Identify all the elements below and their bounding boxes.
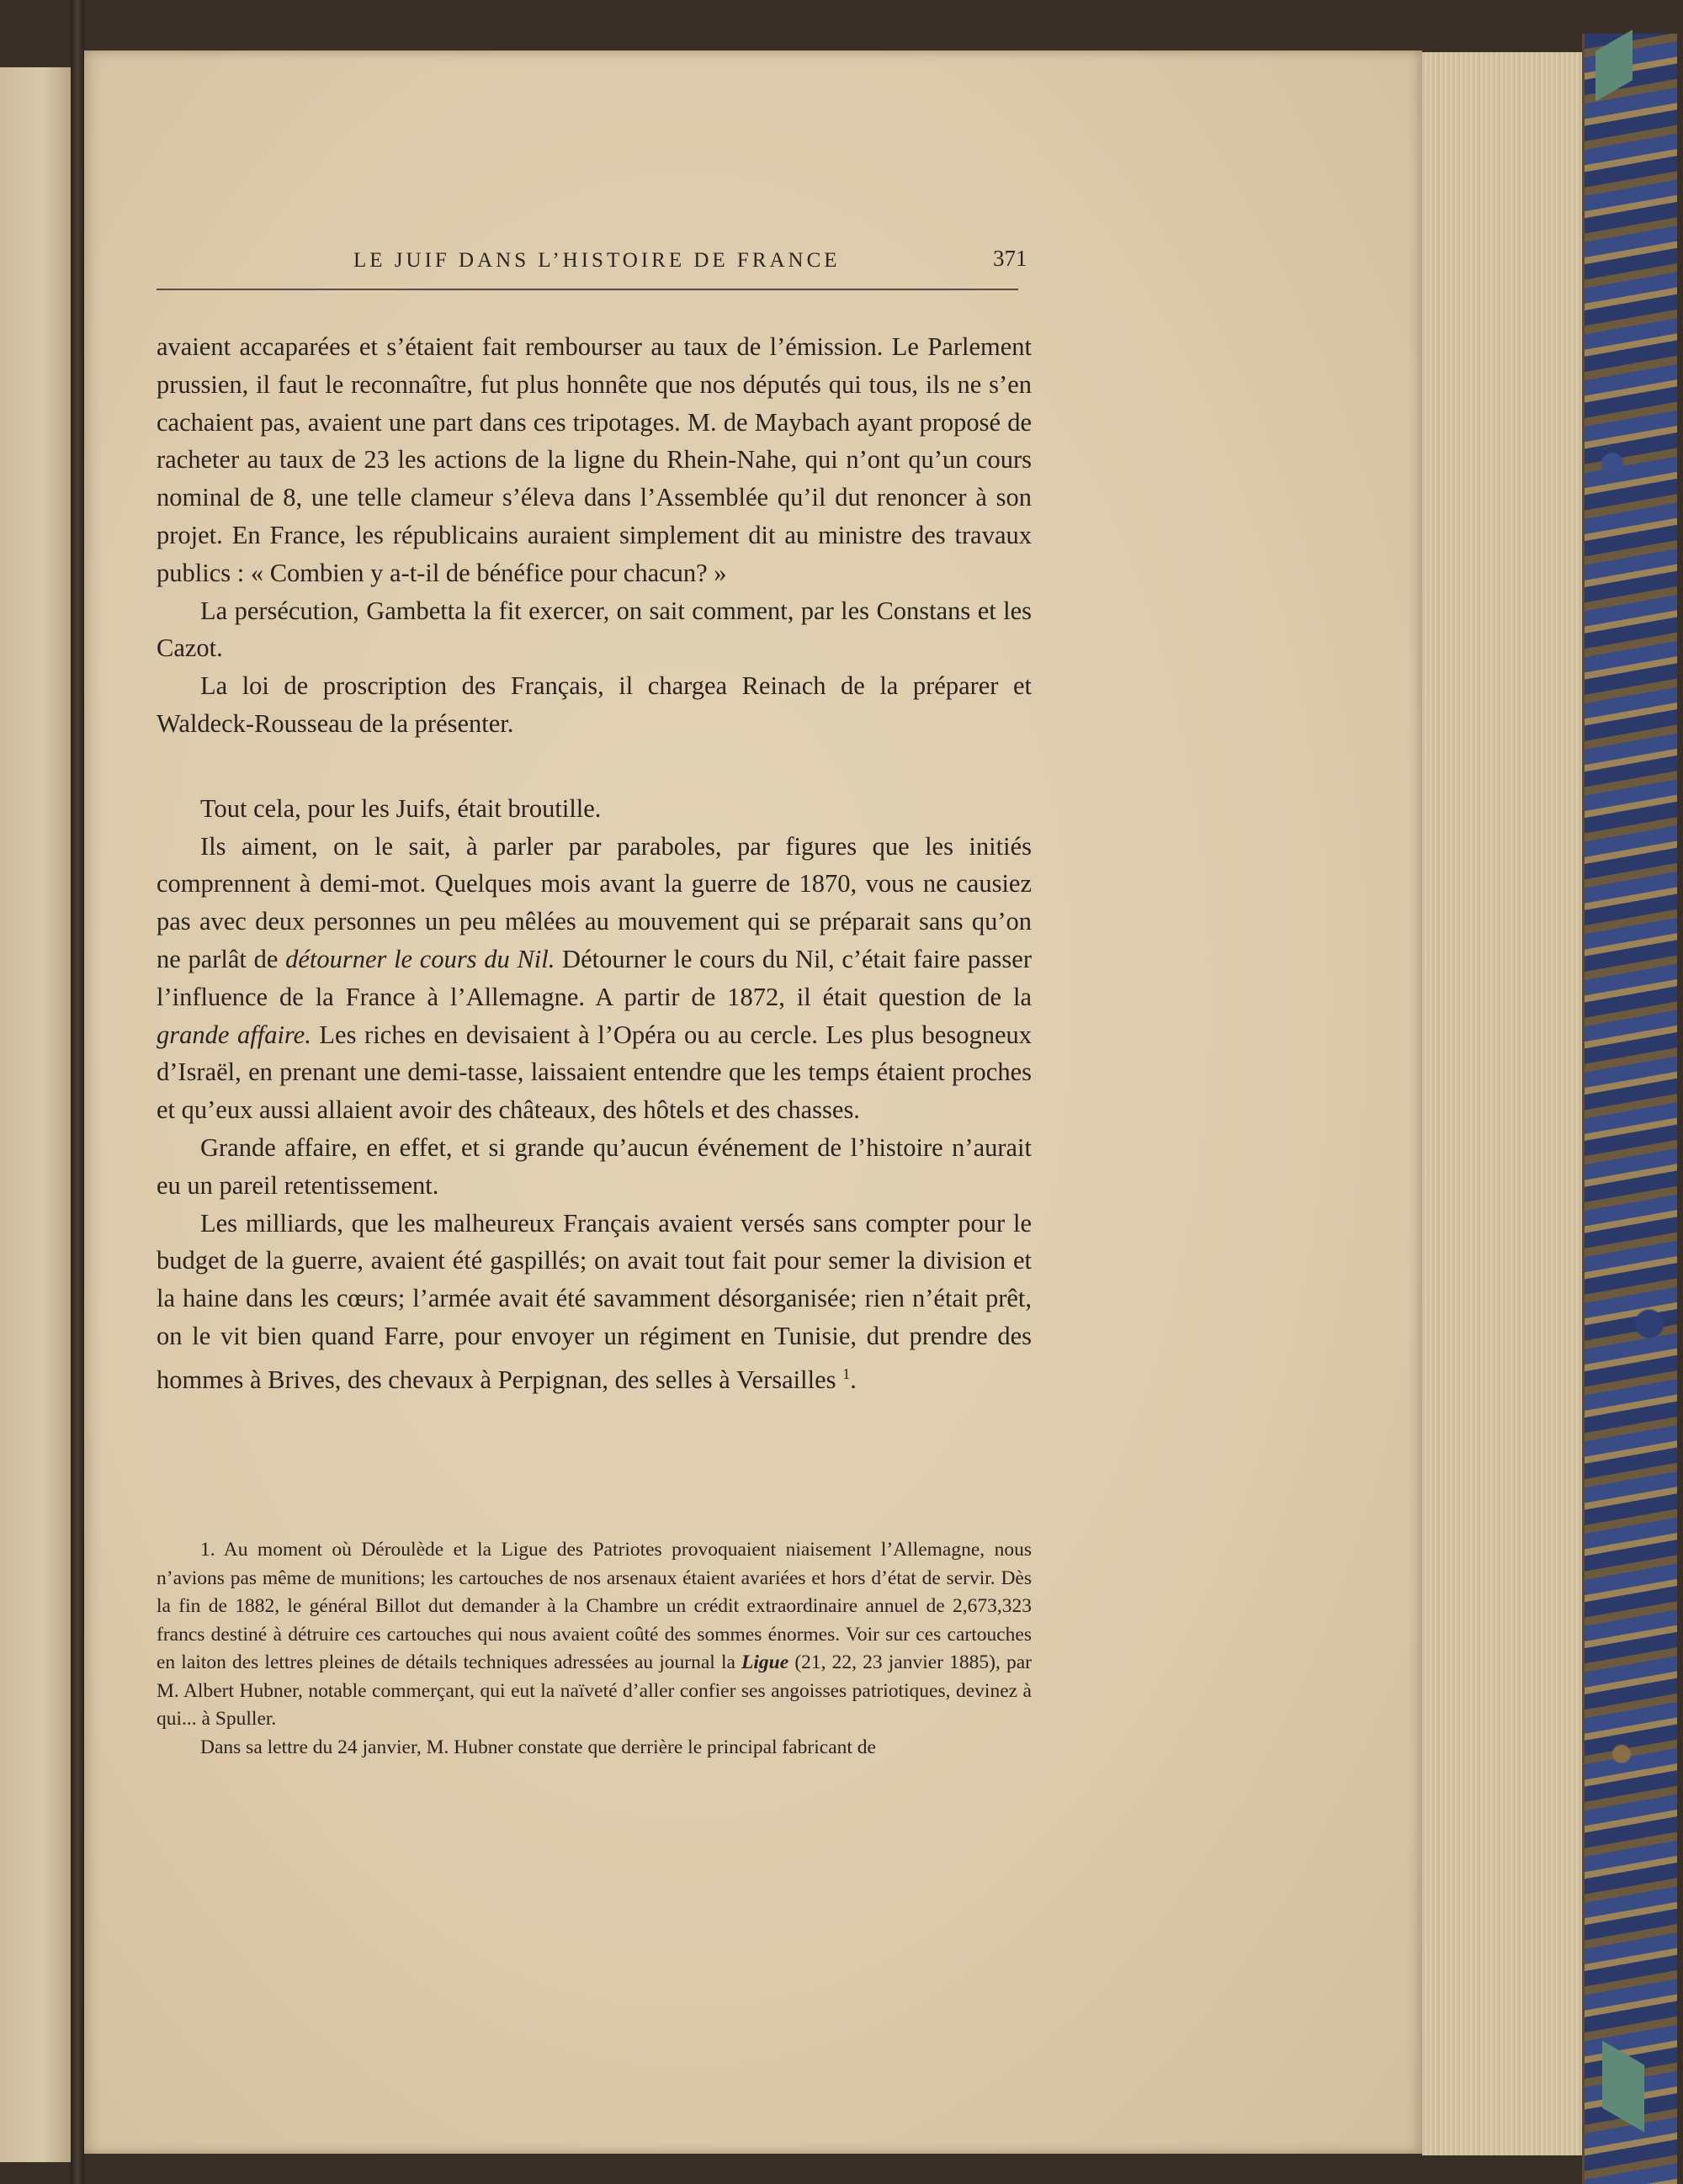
running-title: LE JUIF DANS L’HISTOIRE DE FRANCE bbox=[353, 249, 841, 272]
marbled-cover bbox=[1582, 34, 1677, 2184]
section-gap bbox=[157, 743, 1032, 790]
paragraph-7-end: . bbox=[850, 1365, 857, 1394]
facing-page-edge bbox=[0, 67, 73, 2162]
paragraph-5-part-c: Détourner le cours du Nil, c’était faire passer l’influence de la France à l’Allemagne. A partir de 1872, il était question de la bbox=[157, 944, 1032, 1011]
footnote-continuation: Dans sa lettre du 24 janvier, M. Hubner constate que derrière le principal fabricant de bbox=[200, 1736, 876, 1758]
book-gutter bbox=[71, 0, 84, 2184]
footnote-1 bbox=[157, 1536, 1032, 1734]
footnote-1-italic-ligue: Ligue bbox=[741, 1651, 789, 1673]
paragraph-5-part-e: Les riches en devisaient à l’Opéra ou au cercle. Les plus besogneux d’Israël, en prenant une demi-tasse, laissaient entendre que les temps étaient proches et qu’eux aussi allaient avoir des châteaux, des hôtels et des chasses. bbox=[157, 1020, 1032, 1125]
footnote-marker: 1 bbox=[842, 1365, 851, 1382]
paragraph-7 bbox=[157, 1205, 1032, 1399]
paragraph-1: avaient accaparées et s’étaient fait rembourser au taux de l’émission. Le Parlement prussien, il faut le reconnaître, fut plus honnête que nos députés qui tous, ils ne s’en cachaient pas, avaient une part dans ces tripotages. M. de Maybach ayant proposé de racheter au taux de 23 les actions de la ligne du Rhein-Nahe, qui n’ont qu’un cours nominal de 8, une telle clameur s’éleva dans l’Assemblée qu’il dut renoncer à son projet. En France, les républicains auraient simplement dit au ministre des travaux publics : « Combien y a-t-il de bénéfice pour chacun? » bbox=[157, 332, 1032, 587]
paragraph-5-part-a: Ils aiment, on le sait, à parler par paraboles, par figures que les initiés comprennent à demi-mot. Quelques mois avant la guerre de 1870, vous ne causiez pas avec deux personnes un peu mêlées au mouvement qui se préparait sans qu’on ne parlât de bbox=[157, 831, 1032, 973]
paragraph-5-italic-affaire: grande affaire. bbox=[157, 1020, 311, 1049]
paragraph-3: La loi de proscription des Français, il chargea Reinach de la préparer et Waldeck-Rousseau de la présenter. bbox=[157, 671, 1032, 738]
paragraph-5-italic-nil: détourner le cours du Nil. bbox=[285, 944, 555, 973]
paragraph-6: Grande affaire, en effet, et si grande qu’aucun événement de l’histoire n’aurait eu un pareil retentissement. bbox=[157, 1132, 1032, 1200]
main-text bbox=[157, 328, 1032, 1399]
footnotes bbox=[157, 1536, 1032, 1762]
page-block-edges bbox=[1422, 52, 1584, 2155]
footnote-1-part-a: 1. Au moment où Déroulède et la Ligue des Patriotes provoquaient niaisement l’Allemagne, nous n’avions pas même de munitions; les cartouches de nos arsenaux étaient avariées et hors d’état de servir. Dès la fin de 1882, le général Billot dut demander à la Chambre un crédit extraordinaire annuel de 2,673,323 francs destiné à détruire ces cartouches qui nous avaient coûté des sommes énormes. Voir sur ces cartouches en laiton des lettres pleines de détails techniques adressées au journal la bbox=[157, 1539, 1032, 1673]
paragraph-4: Tout cela, pour les Juifs, était broutille. bbox=[200, 793, 602, 823]
paragraph-2: La persécution, Gambetta la fit exercer, on sait comment, par les Constans et les Cazot. bbox=[157, 596, 1032, 663]
footnote-1-part-c: (21, 22, 23 janvier 1885), par M. Albert Hubner, notable commerçant, qui eut la naïveté d’aller confier ses angoisses patriotiques, devinez à qui... à Spuller. bbox=[157, 1651, 1033, 1730]
paragraph-5 bbox=[157, 828, 1032, 1129]
paragraph-7-text: Les milliards, que les malheureux Français avaient versés sans compter pour le budget de la guerre, avaient été gaspillés; on avait tout fait pour semer la division et la haine dans les cœurs; l’armée avait été savamment désorganisée; rien n’était prêt, on le vit bien quand Farre, pour envoyer un régiment en Tunisie, dut prendre des hommes à Brives, des chevaux à Perpignan, des selles à Versailles bbox=[157, 1208, 1032, 1394]
header-rule bbox=[157, 289, 1018, 290]
page-number: 371 bbox=[993, 246, 1027, 271]
